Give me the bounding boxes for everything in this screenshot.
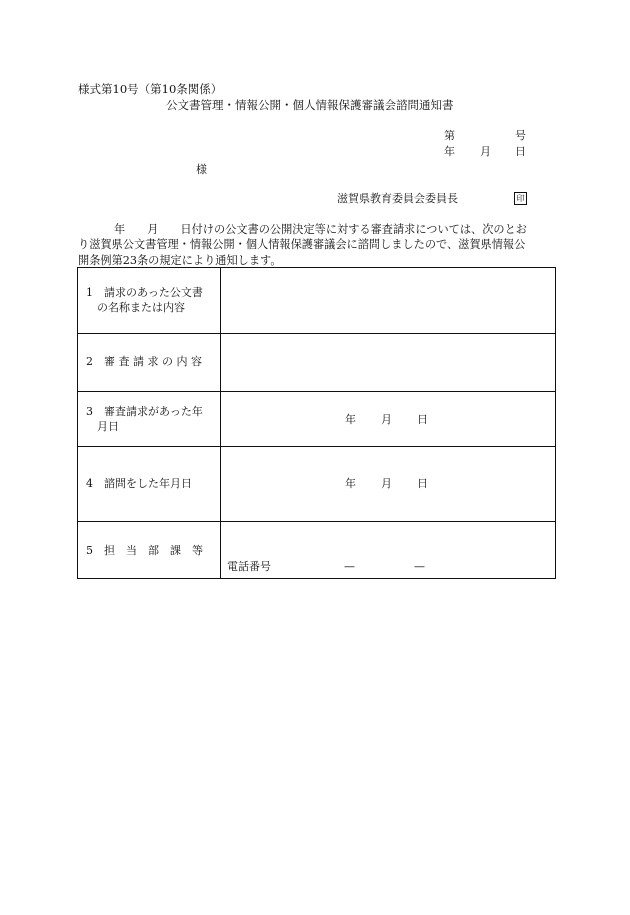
row4-day: 日 (417, 477, 428, 490)
row4-month: 月 (381, 477, 392, 490)
body-line-3: 開条例第23条の規定により通知します。 (78, 253, 282, 267)
table-row-request-date (78, 392, 555, 447)
body-line-2: り滋賀県公文書管理・情報公開・個人情報保護審議会に諮問しましたので、滋賀県情報公 (78, 238, 526, 252)
document-number-label: 第 (444, 129, 455, 142)
row5-label: 5 担 当 部 課 等 (86, 544, 203, 557)
seal-mark: 印 (514, 192, 527, 205)
table-row-requested-document (78, 268, 555, 334)
phone-number-label: 電話番号 (227, 560, 271, 573)
document-title: 公文書管理・情報公開・個人情報保護審議会諮問通知書 (166, 98, 454, 112)
body-line-1 (78, 222, 560, 237)
notice-table (77, 267, 556, 579)
table-row-request-content (78, 334, 555, 392)
form-number: 様式第10号（第10条関係） (78, 82, 223, 96)
body-line-1-rest: 日付けの公文書の公開決定等に対する審査請求については、次のとお (180, 223, 527, 236)
row1-label-line1: 1 請求のあった公文書 (86, 286, 203, 299)
row4-label: 4 諮問をした年月日 (86, 477, 192, 490)
row3-day: 日 (417, 413, 428, 426)
row3-month: 月 (381, 413, 392, 426)
issuer-name: 滋賀県教育委員会委員長 (337, 192, 458, 205)
phone-dash-2: — (414, 560, 425, 573)
row3-label-line1: 3 審査請求があった年 (86, 405, 203, 418)
body-year: 年 (114, 223, 126, 236)
issue-date-month: 月 (480, 145, 491, 158)
document-number-suffix: 号 (515, 129, 526, 142)
notice-body (78, 222, 560, 268)
row1-label-line2: の名称または内容 (97, 301, 185, 314)
issue-date-day: 日 (515, 145, 526, 158)
row2-label: 2 審 査 請 求 の 内 容 (86, 355, 202, 368)
issue-date-year: 年 (444, 145, 455, 158)
body-month: 月 (147, 223, 159, 236)
addressee-honorific: 様 (196, 163, 207, 176)
row3-year: 年 (345, 413, 356, 426)
table-row-consultation-date (78, 447, 555, 522)
table-row-department (78, 522, 555, 579)
row3-label-line2: 月日 (97, 420, 119, 433)
phone-dash-1: — (344, 560, 355, 573)
row4-year: 年 (345, 477, 356, 490)
